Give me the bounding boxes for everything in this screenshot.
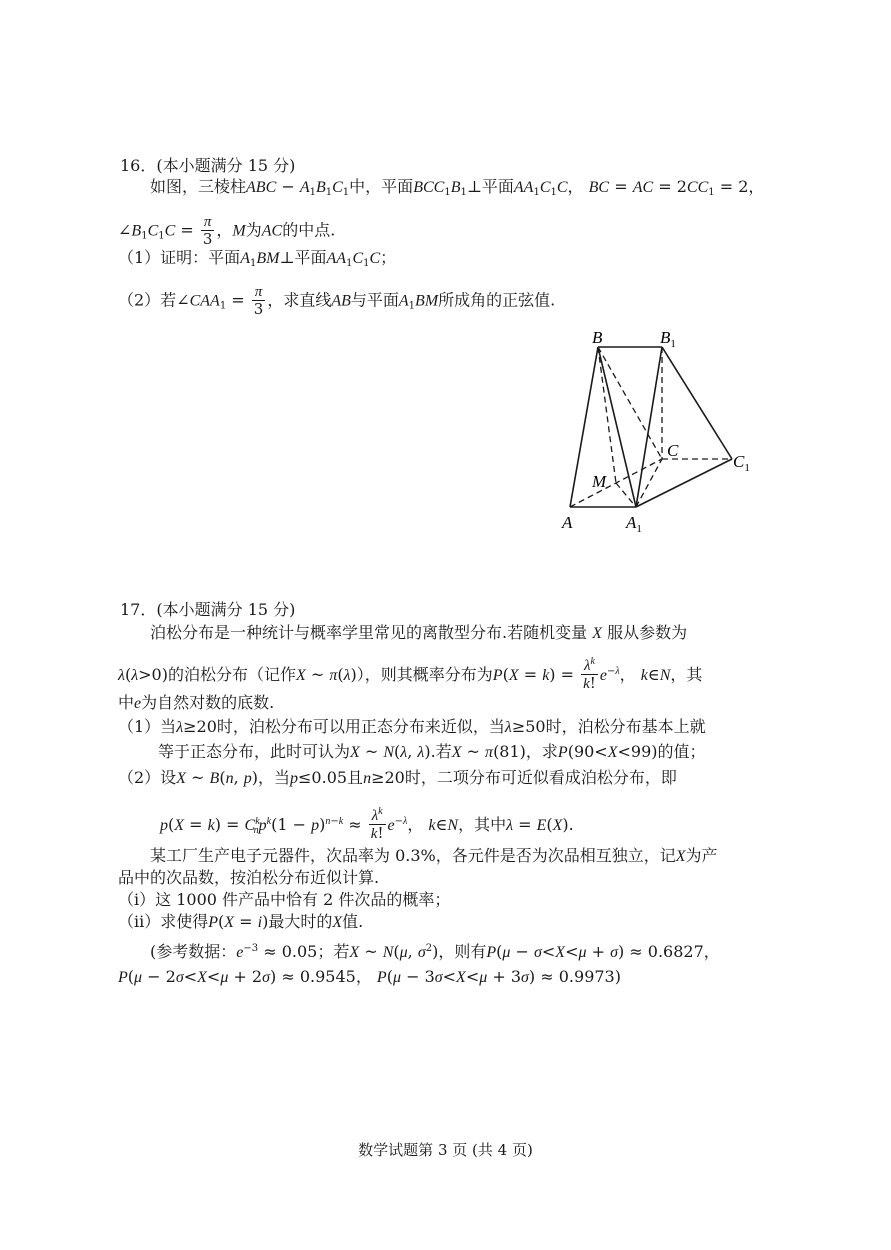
q17-part1-line2: 等于正态分布，此时可认为X ~ N(λ, λ).若X ~ π(81)，求P(90<X<99)的值； bbox=[158, 742, 706, 761]
q17-reference-line2: P(μ − 2σ<X<μ + 2σ) ≈ 0.9545， P(μ − 3σ<X<μ + 3σ) ≈ 0.9973) bbox=[118, 967, 621, 986]
q17-part1-line1: （1）当λ≥20时，泊松分布可以用正态分布来近似，当λ≥50时，泊松分布基本上就 bbox=[118, 717, 706, 736]
q17-line1: 泊松分布是一种统计与概率学里常见的离散型分布.若随机变量 X 服从参数为 bbox=[150, 623, 688, 642]
fraction-lambda-k-over-k-factorial: $\frac{\lambda^k}{k!}$ bbox=[583, 656, 596, 692]
label-a: A bbox=[562, 513, 573, 532]
q17-reference-line1: (参考数据：$e^{-3} \approx 0.05$；若X ~ N(μ, $\sigma^2$)，则有P(μ − σ<X<μ + σ) ≈ 0.6827， bbox=[150, 942, 720, 961]
q17-subpart-i: （i）这 1000 件产品中恰有 2 件次品的概率； bbox=[118, 890, 451, 909]
q16-part1: （1）证明：平面$A_1BM\perp$平面$AA_1C_1C$； bbox=[118, 248, 397, 269]
q17-subpart-ii: （ii）求使得P(X = i)最大时的X值. bbox=[118, 912, 364, 931]
fraction-pi-over-3: $\frac{\pi}{3}$ bbox=[253, 284, 264, 318]
q17-line2: λ(λ>0)的泊松分布（记作X ~ π(λ)），则其概率分布为P(X = k) = $\frac{\lambda^k}{k!}$ $e^{-\lambda}$， k∈N，其 bbox=[118, 656, 703, 692]
label-b: B bbox=[592, 328, 603, 347]
label-c1: $C_1$ bbox=[733, 452, 750, 474]
q17-formula: $p(X = k) = C^k_np^k(1 - p)^{n-k}$ ≈ $\frac{\lambda^k}{k!}$ $e^{-\lambda}$， k∈N，其中λ = E(X). bbox=[160, 806, 574, 842]
label-c: C bbox=[667, 441, 679, 460]
q16-heading: 16．(本小题满分 15 分) bbox=[120, 156, 296, 175]
prism-figure bbox=[550, 320, 780, 545]
edge-a1-c1 bbox=[636, 459, 732, 507]
edge-b1-a1 bbox=[636, 347, 662, 507]
q16-statement-line2: $\angle B_1C_1C$ = $\frac{\pi}{3}$ ，M为AC的中点. bbox=[118, 214, 336, 248]
q17-scenario-line2: 品中的次品数，按泊松分布近似计算. bbox=[118, 868, 380, 887]
label-a1: $A_1$ bbox=[626, 513, 642, 535]
page-footer: 数学试题第 3 页 (共 4 页) bbox=[358, 1141, 533, 1159]
q17-part2-line1: （2）设X ~ B(n, p)，当p≤0.05且n≥20时，二项分布可近似看成泊松分布，即 bbox=[118, 768, 677, 787]
edge-b-m bbox=[598, 347, 616, 483]
label-m: M bbox=[592, 472, 607, 491]
q17-heading: 17．(本小题满分 15 分) bbox=[120, 600, 296, 619]
fraction-pi-over-3: $\frac{\pi}{3}$ bbox=[202, 214, 213, 248]
q17-line3: 中e为自然对数的底数. bbox=[118, 693, 275, 712]
fraction-lambda-k-over-k-factorial: $\frac{\lambda^k}{k!}$ bbox=[370, 806, 384, 842]
q16-statement-line1: 如图，三棱柱ABC − $A_1B_1C_1$中，平面$BCC_1B_1\perp$平面$AA_1C_1C$， BC = AC = $2CC_1 = 2$， bbox=[150, 177, 765, 198]
label-b1: $B_1$ bbox=[660, 328, 676, 350]
q17-scenario-line1: 某工厂生产电子元器件，次品率为 0.3%，各元件是否为次品相互独立，记X为产 bbox=[150, 846, 718, 865]
q16-part2: （2）若$\angle CAA_1$ = $\frac{\pi}{3}$ ，求直线AB与平面$A_1BM$所成角的正弦值. bbox=[118, 284, 556, 318]
